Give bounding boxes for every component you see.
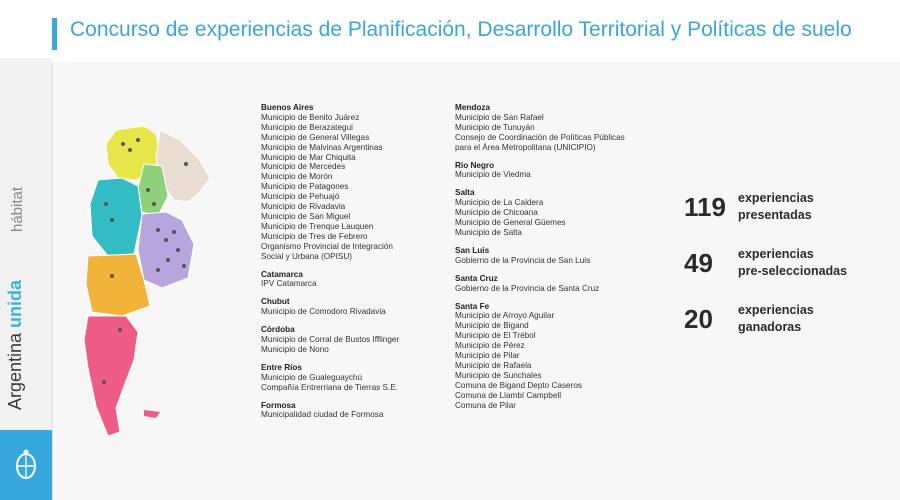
participant-item: Municipio de Arroyo Aguilar [455, 311, 555, 321]
participant-item: Municipio de Salta [455, 227, 522, 237]
map-marker [182, 264, 186, 268]
participant-item: Compañía Entrerriana de Tierras S.E. [261, 382, 398, 392]
participant-item: Municipio de Bigand [455, 321, 529, 331]
stat-label-line1: experiencias [738, 303, 814, 317]
province-heading: Catamarca [261, 269, 303, 279]
sidebar-top-block [0, 0, 52, 58]
province-heading: Formosa [261, 400, 296, 410]
sidebar-section-label: hábitat [9, 186, 26, 232]
participant-item: Municipio de Patagones [261, 182, 349, 192]
participant-item: Municipio de San Miguel [261, 211, 351, 221]
map-marker [166, 258, 170, 262]
province-heading: Entre Ríos [261, 362, 302, 372]
map-marker [110, 274, 114, 278]
participant-item: Municipio de Tunuyán [455, 122, 535, 132]
participants-column-1 [261, 103, 431, 420]
map-marker [146, 188, 150, 192]
sidebar [0, 0, 53, 500]
participant-item: Municipio de Tres de Febrero [261, 231, 368, 241]
province-heading: Mendoza [455, 103, 491, 112]
province-heading: Chubut [261, 297, 290, 307]
map-marker [176, 248, 180, 252]
province-heading: Buenos Aires [261, 103, 314, 112]
province-heading: Córdoba [261, 325, 295, 335]
map-tierra-del-fuego [144, 410, 160, 418]
participant-item: Gobierno de la Provincia de Santa Cruz [455, 283, 600, 293]
brand-text-argentina: Argentina [5, 327, 25, 410]
participant-item: Municipio de Rivadavia [261, 202, 346, 212]
participant-item: Municipio de Sunchales [455, 370, 542, 380]
map-marker [104, 202, 108, 206]
title-accent-bar [52, 18, 57, 50]
participant-item: Comuna de Llambí Campbell [455, 390, 562, 400]
participant-item: Municipalidad ciudad de Formosa [261, 410, 384, 420]
argentina-map [78, 120, 218, 440]
participant-item: Municipio de Pilar [455, 351, 520, 361]
participant-item: Municipio de Malvinas Argentinas [261, 142, 383, 152]
map-marker [118, 328, 122, 332]
participant-item: Municipio de Berazategui [261, 122, 353, 132]
stat-label-line2: presentadas [738, 208, 812, 222]
map-region-patagonia [84, 316, 138, 436]
map-marker [152, 202, 156, 206]
stat-row [684, 190, 847, 224]
stat-label-line2: pre-seleccionadas [738, 264, 848, 278]
participant-item: Municipio de Corral de Bustos Ifflinger [261, 335, 400, 345]
participant-item: Municipio de Comodoro Rivadavia [261, 307, 386, 317]
province-heading: San Luis [455, 245, 490, 255]
participant-item: Municipio de Morón [261, 172, 333, 182]
map-marker [110, 218, 114, 222]
participant-item: para el Área Metropolitana (UNICIPIO) [455, 142, 596, 152]
map-marker [172, 230, 176, 234]
province-heading: Santa Cruz [455, 273, 498, 283]
stat-label [738, 246, 847, 280]
stats-panel [684, 190, 847, 358]
participant-item: Municipio de Nono [261, 344, 329, 354]
participant-item: Consejo de Coordinación de Políticas Públicas [455, 132, 625, 142]
map-marker [136, 138, 140, 142]
participant-item: Municipio de Pérez [455, 341, 525, 351]
province-heading: Río Negro [455, 160, 495, 170]
participant-item: Comuna de Bigand Depto Caseros [455, 380, 582, 390]
map-marker [121, 142, 125, 146]
sidebar-brand [5, 280, 26, 410]
participant-item: Organismo Provincial de Integración [261, 241, 393, 251]
map-marker [102, 380, 106, 384]
participant-item: Municipio de General Güemes [455, 218, 566, 228]
stat-number: 20 [684, 303, 713, 334]
participant-item: Municipio de Viedma [455, 170, 531, 180]
map-marker [184, 162, 188, 166]
participant-item: Municipio de El Trébol [455, 331, 536, 341]
participant-item: Municipio de Rafaela [455, 360, 532, 370]
participant-item: IPV Catamarca [261, 279, 317, 289]
stat-label-line1: experiencias [738, 247, 814, 261]
page-title: Concurso de experiencias de Planificación, Desarrollo Territorial y Políticas de suelo [70, 18, 852, 41]
stat-label [738, 302, 814, 336]
participant-item: Municipio de Mercedes [261, 162, 346, 172]
participant-item: Municipio de Benito Juárez [261, 112, 360, 122]
participants-column-2 [455, 103, 650, 410]
participant-item: Municipio de Pehuajó [261, 192, 340, 202]
participant-item: Municipio de Trenque Lauquen [261, 221, 374, 231]
participant-item: Gobierno de la Provincia de San Luis [455, 255, 591, 265]
stat-row [684, 246, 847, 280]
participant-item: Municipio de Gualeguaychú [261, 372, 363, 382]
map-region-purple [138, 212, 194, 288]
province-heading: Salta [455, 188, 475, 198]
stat-label [738, 190, 814, 224]
stat-row [684, 302, 847, 336]
map-marker [164, 238, 168, 242]
stat-number: 119 [684, 191, 726, 222]
stat-label-line1: experiencias [738, 191, 814, 205]
coat-of-arms-logo [0, 430, 52, 500]
stat-number: 49 [684, 247, 713, 278]
province-heading: Santa Fe [455, 301, 490, 311]
participant-item: Municipio de La Caldera [455, 198, 544, 208]
participant-item: Municipio de General Villegas [261, 132, 370, 142]
participant-item: Municipio de Chicoana [455, 208, 538, 218]
participant-item: Municipio de Mar Chiquita [261, 152, 356, 162]
map-marker [156, 268, 160, 272]
brand-text-unida: unida [5, 279, 25, 328]
map-region-teal [90, 178, 142, 256]
participant-item: Comuna de Pilar [455, 400, 516, 410]
map-marker [156, 228, 160, 232]
participant-item: Municipio de San Rafael [455, 112, 544, 122]
participant-item: Social y Urbana (OPISU) [261, 251, 353, 261]
map-marker [128, 148, 132, 152]
stat-label-line2: ganadoras [738, 320, 802, 334]
map-region-green [138, 164, 168, 216]
coat-of-arms-icon [13, 448, 39, 482]
